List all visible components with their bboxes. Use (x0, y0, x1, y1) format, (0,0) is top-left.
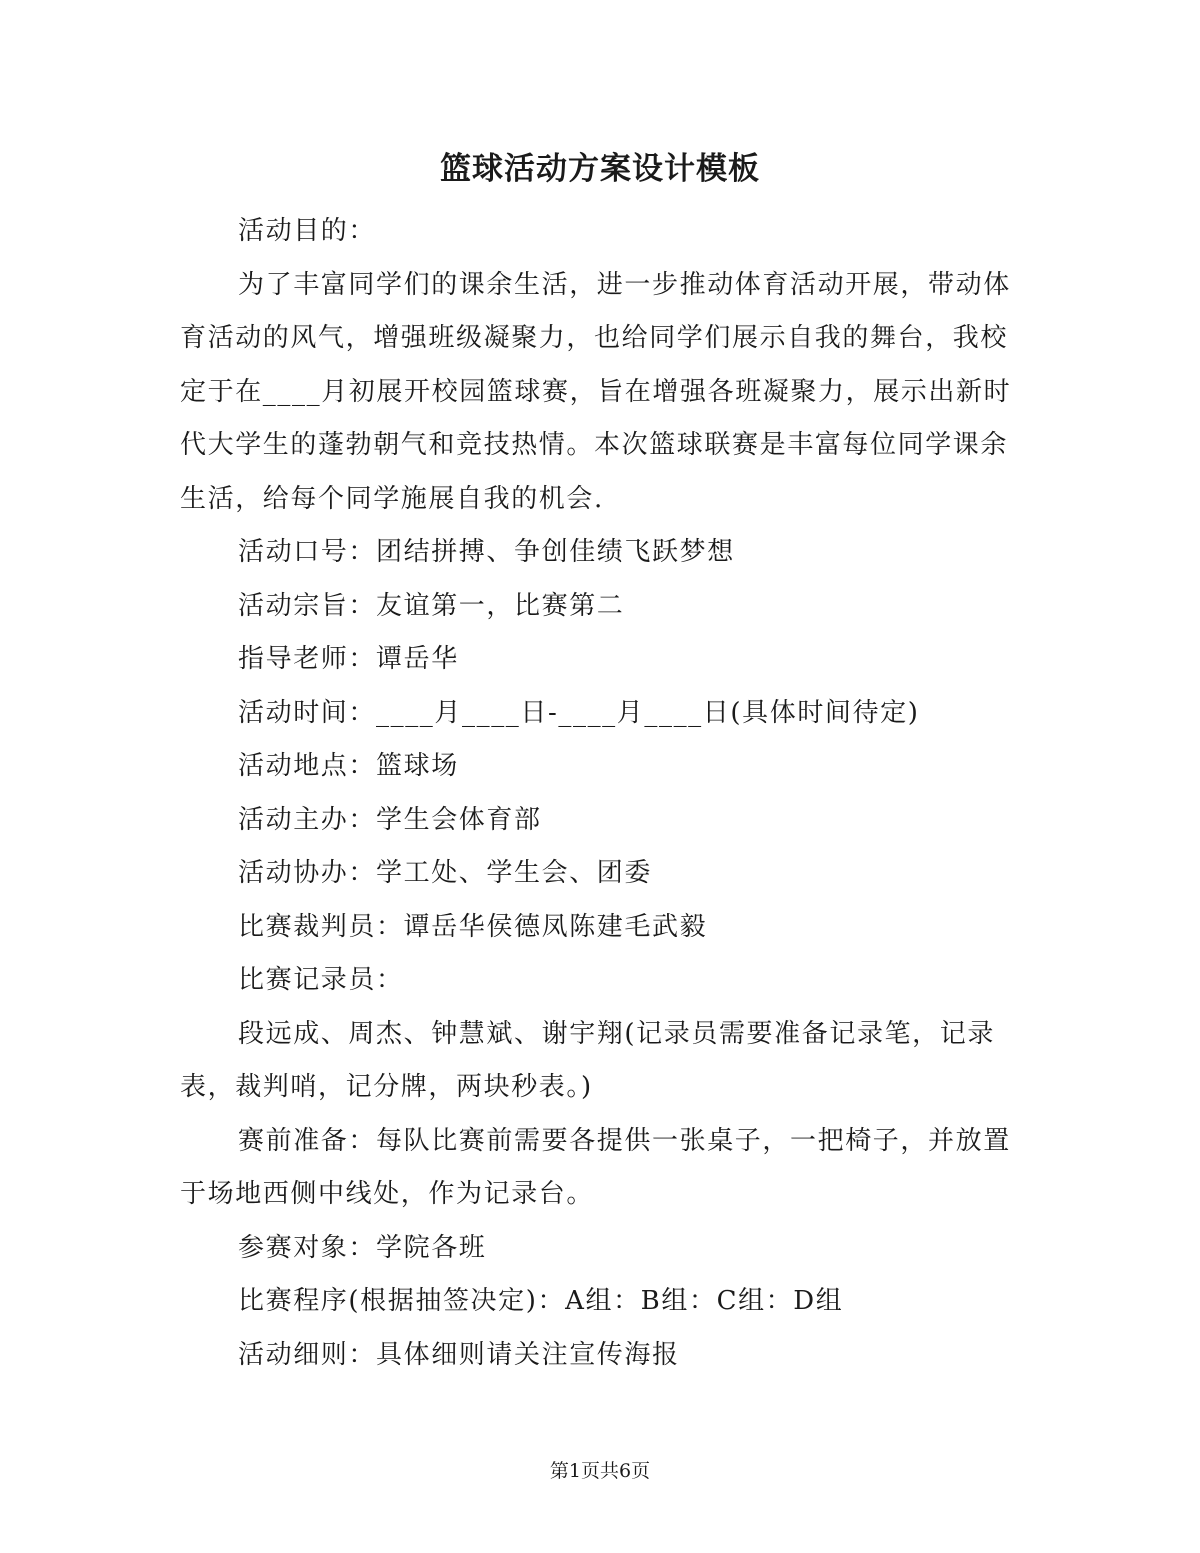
paragraph-slogan: 活动口号：团结拼搏、争创佳绩飞跃梦想 (238, 537, 735, 567)
paragraph-recorders-list: 段远成、周杰、钟慧斌、谢宇翔(记录员需要准备记录笔，记录表，裁判哨，记分牌，两块秒表。) (180, 1018, 995, 1102)
paragraph-purpose-text: 为了丰富同学们的课余生活，进一步推动体育活动开展，带动体育活动的风气，增强班级凝聚力，也给同学们展示自我的舞台，我校定于在____月初展开校园篮球赛，旨在增强各班凝聚力，展示出新时代大学生的蓬勃朝气和竞技热情。本次篮球联赛是丰富每位同学课余生活，给每个同学施展自我的机会. (180, 269, 1012, 514)
document-title: 篮球活动方案设计模板 (440, 151, 760, 187)
document-body (180, 205, 1020, 1382)
paragraph-co-organizer: 活动协办：学工处、学生会、团委 (238, 858, 653, 888)
paragraph-procedure: 比赛程序(根据抽签决定)：A组：B组：C组：D组 (238, 1286, 844, 1316)
paragraph-purpose-heading: 活动目的： (238, 216, 377, 246)
paragraph-recorders-heading: 比赛记录员： (238, 965, 404, 995)
paragraph-location: 活动地点：篮球场 (238, 751, 459, 781)
paragraph-tenet: 活动宗旨：友谊第一，比赛第二 (238, 590, 625, 621)
paragraph-participants: 参赛对象：学院各班 (238, 1232, 487, 1263)
paragraph-rules: 活动细则：具体细则请关注宣传海报 (238, 1339, 680, 1370)
paragraph-preparation: 赛前准备：每队比赛前需要各提供一张桌子，一把椅子，并放置于场地西侧中线处，作为记录台。 (180, 1125, 1011, 1209)
paragraph-advisor: 指导老师：谭岳华 (238, 644, 459, 674)
paragraph-time: 活动时间：____月____日-____月____日(具体时间待定) (238, 697, 920, 728)
page-number: 第1页共6页 (549, 1460, 651, 1482)
paragraph-organizer: 活动主办：学生会体育部 (238, 804, 542, 835)
paragraph-referees: 比赛裁判员：谭岳华侯德凤陈建毛武毅 (238, 911, 708, 942)
